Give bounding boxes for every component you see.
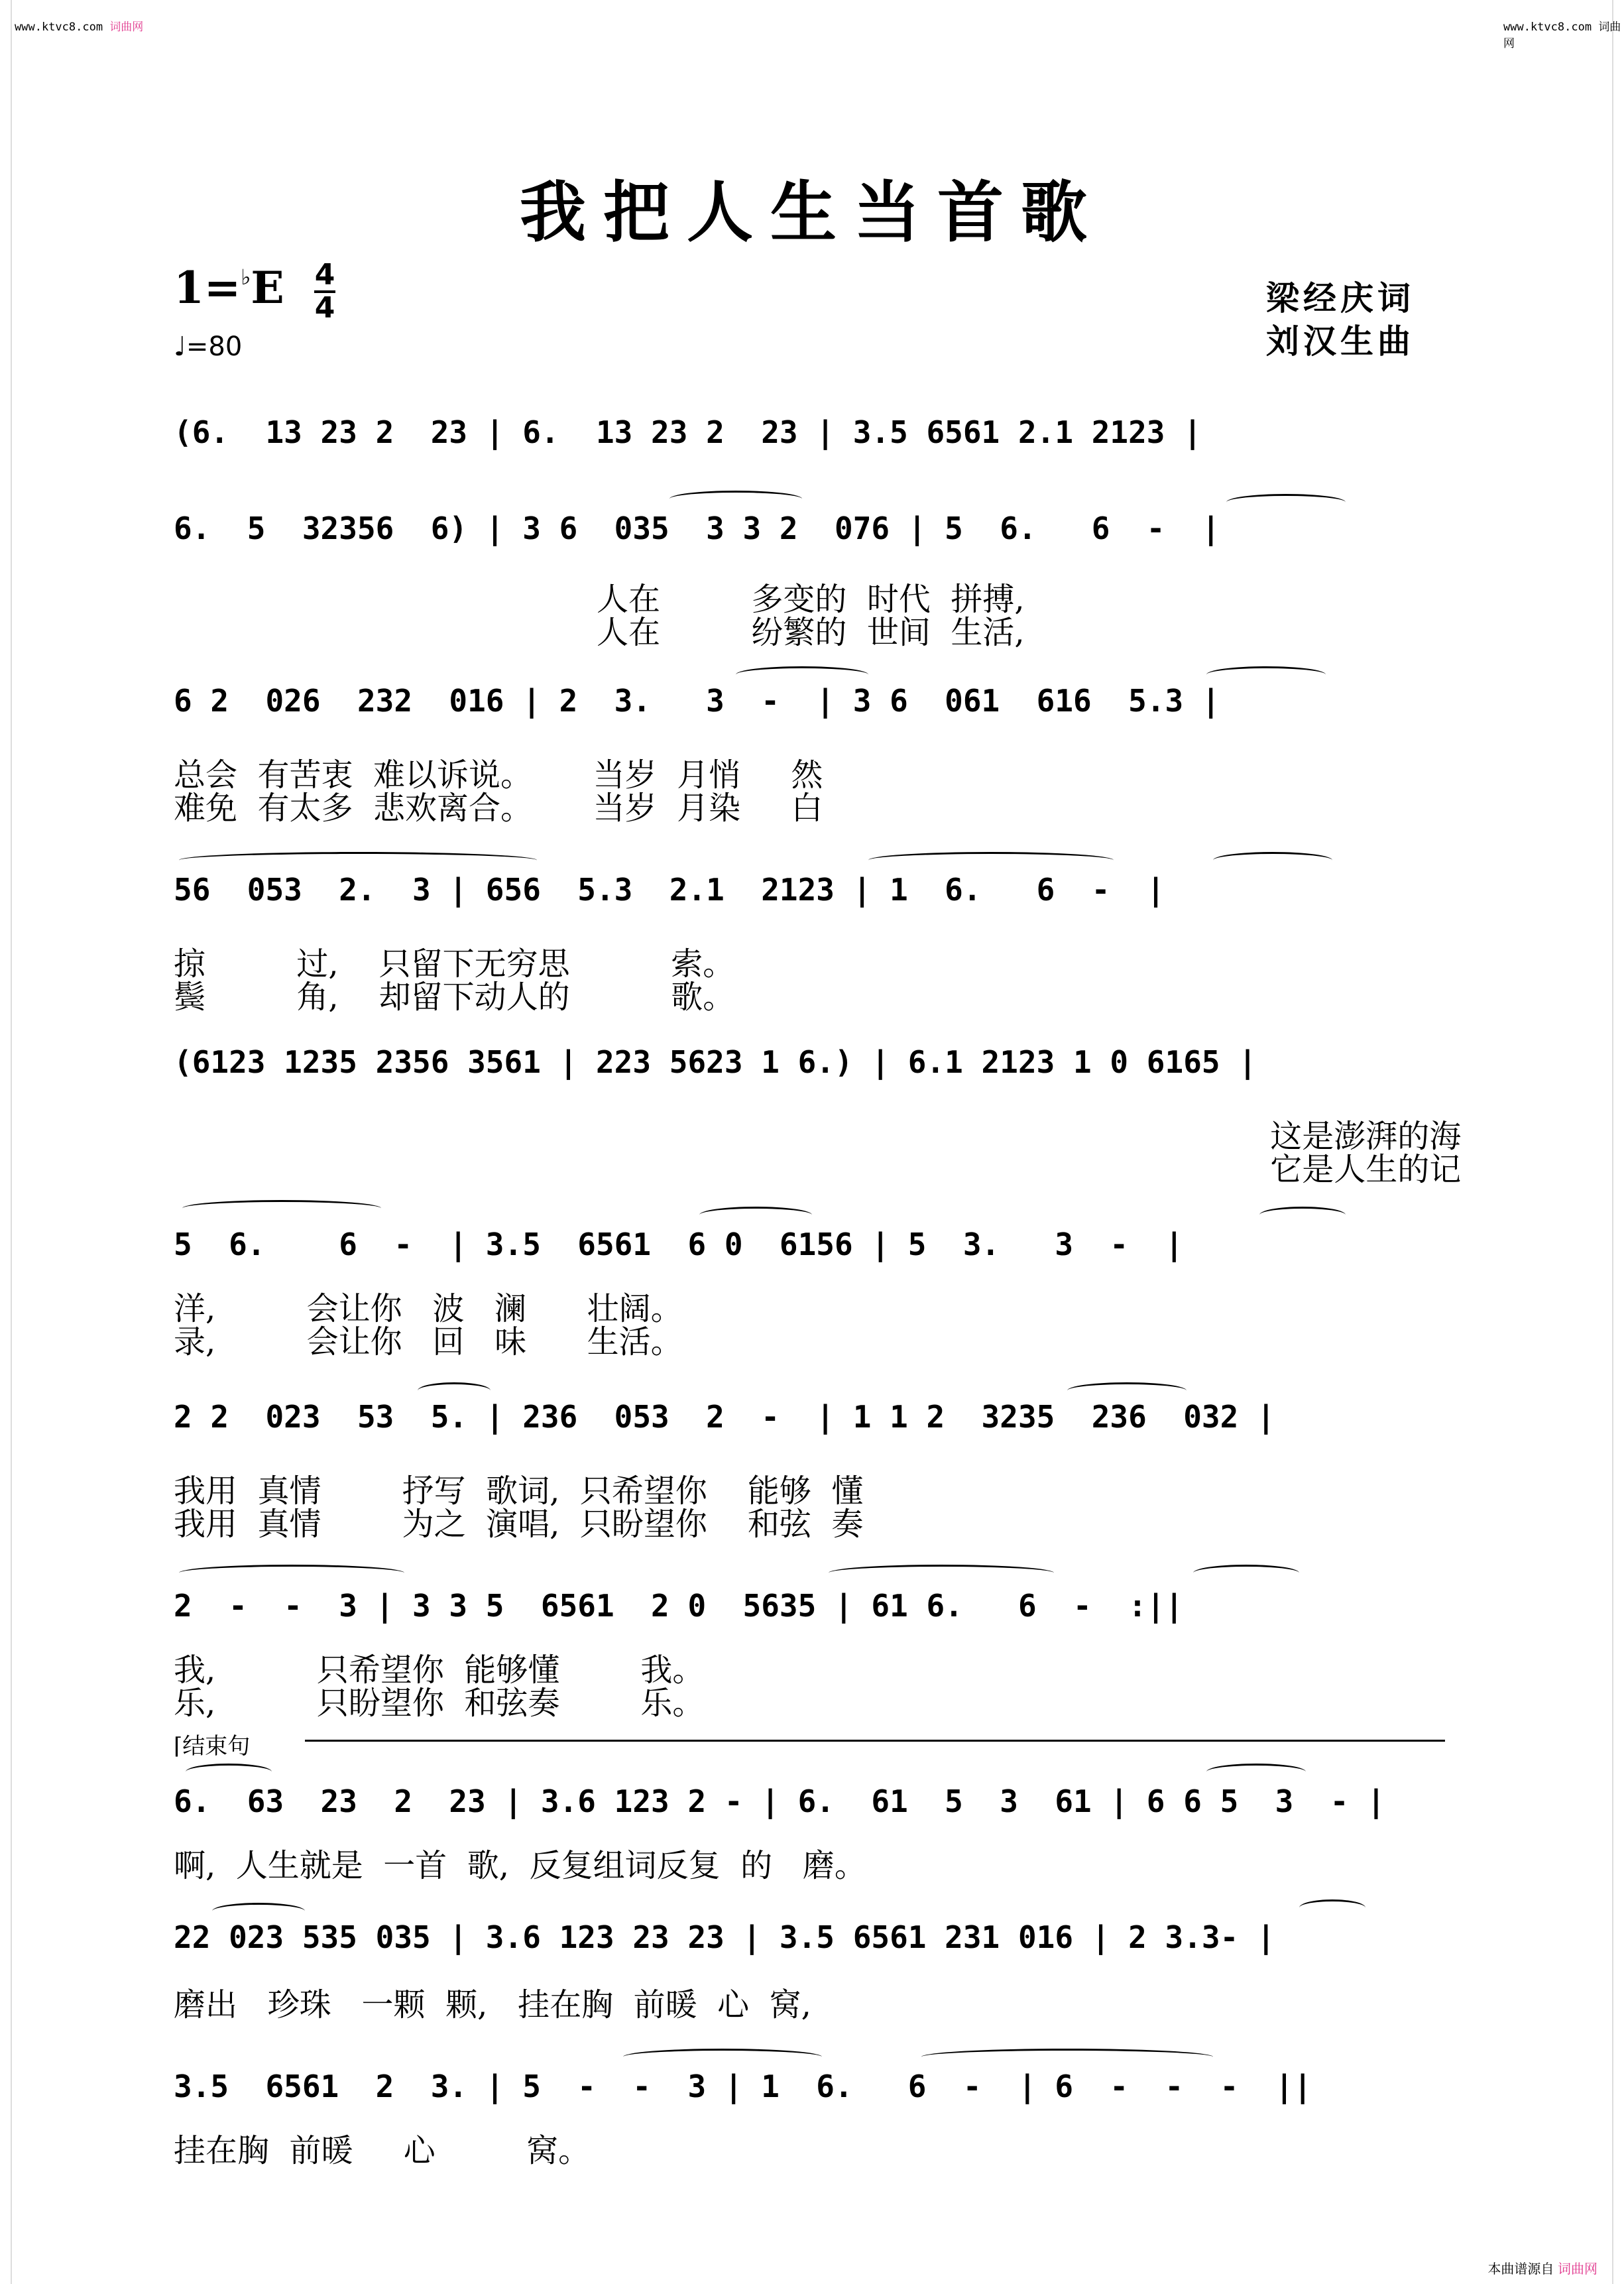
- key-note: E: [251, 262, 284, 314]
- song-title: 我把人生当首歌: [520, 173, 1104, 251]
- lyric-line-2a: 人在 多变的 时代 拼搏,: [597, 581, 1025, 618]
- slur-mark: [179, 1565, 404, 1581]
- slur-mark: [212, 1903, 305, 1919]
- slur-mark: [1067, 1382, 1187, 1399]
- lyric-line-8a: 我, 只希望你 能够懂 我。: [174, 1652, 705, 1689]
- notation-line-2: 6. 5 32356 6) | 3 6 035 3 3 2 076 | 5 6. 6 - |: [174, 511, 1220, 546]
- slur-mark: [736, 666, 868, 683]
- ending-label-bracket: ⌈: [174, 1733, 183, 1760]
- header-right-brand: 词曲网: [1503, 21, 1621, 50]
- lyric-line-6b: 录, 会让你 回 味 生活。: [174, 1323, 683, 1360]
- notation-line-10: 22 023 535 035 | 3.6 123 23 23 | 3.5 6561 231 016 | 2 3.3- |: [174, 1919, 1275, 1955]
- lyric-line-11a: 挂在胸 前暖 心 窝。: [174, 2132, 591, 2169]
- header-left-brand: 词曲网: [109, 21, 144, 34]
- notation-line-8: 2 - - 3 | 3 3 5 6561 2 0 5635 | 61 6. 6 - :||: [174, 1588, 1184, 1624]
- time-signature-bottom: 4: [314, 291, 335, 325]
- header-left-site: www.ktvc8.com: [15, 21, 103, 34]
- notation-line-9: 6. 63 23 2 23 | 3.6 123 2 - | 6. 61 5 3 61 | 6 6 5 3 - |: [174, 1783, 1385, 1819]
- slur-mark: [418, 1382, 491, 1399]
- footer-brand: 词曲网: [1558, 2262, 1597, 2277]
- slur-mark: [1299, 1899, 1365, 1916]
- slur-mark: [179, 852, 537, 869]
- footer: [1487, 2258, 1597, 2277]
- lyric-line-10a: 磨出 珍珠 一颗 颗, 挂在胸 前暖 心 窝,: [174, 1986, 811, 2023]
- slur-mark: [182, 1200, 381, 1217]
- slur-mark: [699, 1207, 812, 1223]
- slur-mark: [669, 491, 802, 507]
- notation-line-5: (6123 1235 2356 3561 | 223 5623 1 6.) | 6.1 2123 1 0 6165 |: [174, 1044, 1257, 1080]
- slur-mark: [868, 852, 1114, 869]
- slur-mark: [829, 1565, 1054, 1581]
- slur-mark: [1259, 1207, 1346, 1223]
- time-signature-top: 4: [314, 258, 335, 292]
- lyric-line-4b: 鬓 角, 却留下动人的 歌。: [174, 979, 735, 1016]
- slur-mark: [921, 2049, 1213, 2065]
- key-signature: [174, 262, 284, 314]
- lyric-line-3b: 难免 有太多 悲欢离合。 当岁 月染 白: [174, 790, 823, 827]
- lyric-line-2b: 人在 纷繁的 世间 生活,: [597, 614, 1025, 651]
- ending-label-text: 结束句: [182, 1733, 251, 1760]
- notation-line-4: 56 053 2. 3 | 656 5.3 2.1 2123 | 1 6. 6 - |: [174, 872, 1165, 908]
- lyric-line-6a: 洋, 会让你 波 澜 壮阔。: [174, 1290, 683, 1327]
- ending-rule: [305, 1740, 1445, 1742]
- tempo-marking: ♩=80: [174, 331, 243, 362]
- header-right-site: www.ktvc8.com: [1503, 21, 1592, 34]
- time-signature: [312, 260, 338, 324]
- lyric-line-4a: 掠 过, 只留下无穷思 索。: [174, 945, 735, 983]
- ending-label: [174, 1728, 250, 1760]
- slur-mark: [1206, 666, 1326, 683]
- lyric-line-7b: 我用 真情 为之 演唱, 只盼望你 和弦 奏: [174, 1506, 864, 1543]
- notation-line-3: 6 2 026 232 016 | 2 3. 3 - | 3 6 061 616 5.3 |: [174, 683, 1220, 719]
- slur-mark: [1206, 1764, 1306, 1780]
- lyric-line-8b: 乐, 只盼望你 和弦奏 乐。: [174, 1685, 705, 1722]
- flat-sign: ♭: [241, 265, 251, 290]
- notation-line-7: 2 2 023 53 5. | 236 053 2 - | 1 1 2 3235 236 032 |: [174, 1399, 1275, 1435]
- slur-mark: [1226, 494, 1346, 511]
- header-left: [15, 17, 143, 34]
- lyric-line-5a: 这是澎湃的海: [1027, 1118, 1462, 1155]
- key-prefix: 1=: [174, 262, 241, 314]
- notation-line-1: (6. 13 23 2 23 | 6. 13 23 2 23 | 3.5 6561 2.1 2123 |: [174, 414, 1202, 450]
- footer-text: 本曲谱源自: [1487, 2262, 1554, 2277]
- header-right: [1503, 17, 1624, 50]
- lyricist-credit: 梁经庆词: [1266, 278, 1415, 318]
- lyric-line-3a: 总会 有苦衷 难以诉说。 当岁 月悄 然: [174, 756, 823, 794]
- slur-mark: [186, 1764, 272, 1780]
- left-watermark-strip: [0, 0, 12, 2284]
- notation-line-6: 5 6. 6 - | 3.5 6561 6 0 6156 | 5 3. 3 - |: [174, 1227, 1184, 1262]
- composer-credit: 刘汉生曲: [1266, 322, 1415, 361]
- right-watermark-strip: [1612, 0, 1624, 2284]
- lyric-line-9a: 啊, 人生就是 一首 歌, 反复组词反复 的 磨。: [174, 1847, 866, 1884]
- slur-mark: [1193, 1565, 1299, 1581]
- lyric-line-5b: 它是人生的记: [1027, 1151, 1462, 1188]
- notation-line-11: 3.5 6561 2 3. | 5 - - 3 | 1 6. 6 - | 6 - - - ||: [174, 2069, 1312, 2104]
- slur-mark: [623, 2049, 822, 2065]
- lyric-line-7a: 我用 真情 抒写 歌词, 只希望你 能够 懂: [174, 1473, 864, 1510]
- slur-mark: [1213, 852, 1332, 869]
